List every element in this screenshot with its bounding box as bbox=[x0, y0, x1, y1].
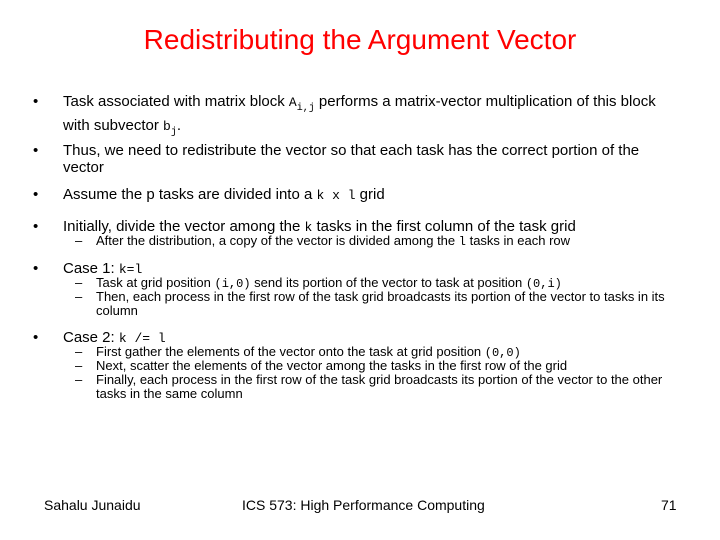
bullet-grid bbox=[63, 186, 675, 204]
bullet-text: Initially, divide the vector among the bbox=[63, 218, 305, 235]
bullet-marker: • bbox=[33, 260, 39, 277]
l-code: l bbox=[458, 235, 466, 249]
bullet-marker: • bbox=[33, 218, 39, 235]
slide-title: Redistributing the Argument Vector bbox=[143, 24, 577, 55]
position-code: (i,0) bbox=[214, 277, 251, 291]
sub-bullet-broadcast-column: Then, each process in the first row of the task grid broadcasts its portion of the vector to tasks in its column bbox=[96, 289, 665, 318]
bullet-task-matrix-block bbox=[63, 93, 675, 141]
sub-bullet-broadcast-same-column: Finally, each process in the first row of the task grid broadcasts its portion of the vector to the other tasks in the same column bbox=[96, 372, 663, 401]
matrix-subscript: i,j bbox=[296, 103, 315, 114]
bullet-text: Task associated with matrix block bbox=[63, 93, 289, 110]
vector-subscript: j bbox=[170, 127, 177, 138]
sub-bullet-after-distribution bbox=[96, 234, 682, 249]
sub-bullet-marker: – bbox=[75, 372, 83, 387]
sub-bullet-text: Task at grid position bbox=[96, 275, 215, 290]
sub-bullet-text: After the distribution, a copy of the vector is divided among the bbox=[96, 233, 459, 248]
matrix-symbol: A bbox=[288, 95, 297, 110]
bullet-marker: • bbox=[33, 142, 39, 159]
grid-code: k x l bbox=[316, 188, 356, 203]
bullet-marker: • bbox=[33, 186, 39, 203]
sub-bullet-text: send its portion of the vector to task at position bbox=[250, 275, 526, 290]
sub-bullet-marker: – bbox=[75, 289, 83, 304]
bullet-redistribute: Thus, we need to redistribute the vector so that each task has the correct portion of the vector bbox=[63, 142, 640, 176]
sub-bullet-marker: – bbox=[75, 358, 83, 373]
sub-bullet-marker: – bbox=[75, 275, 83, 290]
footer-author: Sahalu Junaidu bbox=[44, 497, 141, 513]
vector-symbol: b bbox=[163, 119, 171, 134]
sub-bullet-marker: – bbox=[75, 233, 83, 248]
slide-number: 71 bbox=[661, 497, 677, 513]
bullet-text: Assume the p tasks are divided into a bbox=[63, 186, 317, 203]
bullet-text: tasks in the first column of the task grid bbox=[312, 218, 576, 235]
bullet-text: performs a matrix-vector multiplication of this block with subvector bbox=[63, 93, 656, 134]
sub-bullet-scatter: Next, scatter the elements of the vector among the tasks in the first row of the grid bbox=[96, 358, 568, 373]
sub-bullet-marker: – bbox=[75, 344, 83, 359]
bullet-marker: • bbox=[33, 329, 39, 346]
position-code: (0,i) bbox=[525, 277, 562, 291]
case-1-code: k=l bbox=[118, 262, 143, 277]
bullet-text: . bbox=[176, 117, 182, 134]
footer-course: ICS 573: High Performance Computing bbox=[242, 497, 485, 513]
position-code: (0,0) bbox=[484, 346, 521, 360]
sub-bullet-text: First gather the elements of the vector onto the task at grid position bbox=[96, 344, 485, 359]
sub-bullet-text: tasks in each row bbox=[465, 233, 571, 248]
case-2-code: k /= l bbox=[118, 331, 166, 346]
bullet-text: grid bbox=[355, 186, 385, 203]
k-code: k bbox=[304, 220, 313, 235]
bullet-text: Case 1: bbox=[63, 260, 119, 277]
bullet-marker: • bbox=[33, 93, 39, 110]
bullet-text: Case 2: bbox=[63, 329, 119, 346]
